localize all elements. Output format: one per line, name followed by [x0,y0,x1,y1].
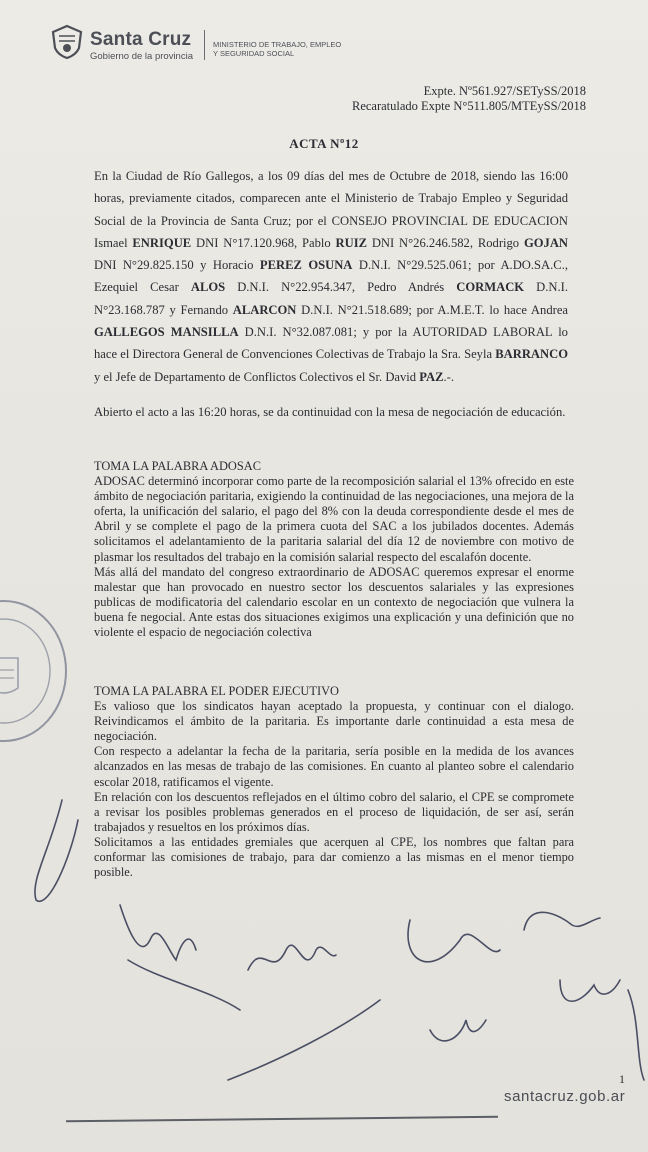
text-run: .-. [443,369,455,384]
text-run: D.N.I. N°32.087.081; y por la AUTORIDAD LABORAL lo hace el Directora General de Convenciones Colectivas de Trabajo la Sra. Seyla [94,325,568,362]
adosac-paragraph: Más allá del mandato del congreso extraordinario de ADOSAC queremos expresar el enorme malestar que han provocado en nuestro sector los descuentos salariales y las expresiones publicas de modificatoria del calendario escolar en un contexto de negociación que vulnera la buena fe negocial. Ante estas dos situaciones exigimos una explicación y una definición que no violente el espacio de negociación colectiva [94,564,574,640]
text-run: D.N.I. N°29.525.061; por A.DO.SA.C., Ezequiel Cesar [94,258,568,295]
party-name: PEREZ OSUNA [259,258,353,273]
document-title: ACTA Nº12 [289,136,359,151]
file-ref: Recaratulado Expte N°511.805/MTEySS/2018 [351,99,586,113]
executive-paragraph: Con respecto a adelantar la fecha de la paritaria, sería posible en la medida de los avances alcanzados en las mesas de trabajo de las comisiones. En cuanto al planteo sobre el calendario escolar 2018, ratificamos el vigente. [94,744,574,789]
page-number: 1 [619,1072,625,1086]
party-name: ENRIQUE [132,235,192,250]
text-run: DNI N°26.246.582, Rodrigo [367,235,524,250]
party-name: ALOS [190,280,226,295]
adosac-heading: TOMA LA PALABRA ADOSAC [94,459,261,473]
signature-stroke [408,920,500,962]
signature-stroke [120,905,196,960]
brand-block [90,30,193,62]
party-name: CORMACK [456,280,525,295]
file-references [352,84,586,114]
party-name: RUIZ [335,235,368,250]
signature-stroke [524,912,600,930]
executive-section [94,684,574,880]
signature-stroke [248,945,336,970]
santa-cruz-shield-logo [50,24,84,60]
footer-rule [66,1116,498,1123]
text-run: En la Ciudad de Río Gallegos, a los 09 días del mes de Octubre de 2018, siendo las 16:00 horas, previamente citados, comparecen ante el Ministerio de Trabajo Empleo y Seguridad Social de la Provincia de Santa Cruz; por el CONSEJO PROVINCIAL DE EDUCACION Ismael [94,169,568,250]
executive-heading: TOMA LA PALABRA EL PODER EJECUTIVO [94,684,339,698]
opening-paragraph [94,165,568,388]
signature-stroke [560,980,620,1001]
text-run: y el Jefe de Departamento de Conflictos Colectivos el Sr. David [94,369,420,384]
ministry-name [213,40,341,58]
brand-name: Santa Cruz [90,29,192,50]
party-name: GALLEGOS MANSILLA [94,325,239,340]
adosac-paragraph: ADOSAC determinó incorporar como parte de la recomposición salarial el 13% ofrecido en este ámbito de negociación paritaria, exigiendo la continuidad de las negociaciones, una mejora de la oferta, la unificación del salario, el pago del 8% con la deuda correspondiente desde el mes de Abril y se complete el pago de la primera cuota del SAC a los jubilados docentes. Además solicitamos el adelantamiento de la paritaria salarial del día 12 de noviembre con motivo de plasmar los resultados del trabajo en la comisión salarial respecto del escalafón docente. [94,474,574,564]
party-name: ALARCON [232,302,297,317]
signature-stroke [228,1000,380,1080]
file-ref: Expte. Nº561.927/SETySS/2018 [423,84,586,98]
footer-url: santacruz.gob.ar [504,1088,626,1105]
signature-stroke [128,960,240,1010]
signature-stroke [430,1020,486,1041]
executive-paragraph: Es valioso que los sindicatos hayan aceptado la propuesta, y continuar con el dialogo. Reivindicamos el ámbito de la paritaria. Es importante darle continuidad a esta mesa de negociación. [94,699,574,744]
executive-paragraph: En relación con los descuentos reflejados en el último cobro del salario, el CPE se compromete a revisar los posibles problemas generados en el proceso de liquidación, de ser así, serán trabajados y resueltos en los próximos días. [94,789,574,834]
signature-stroke [35,800,78,901]
session-open-paragraph: Abierto el acto a las 16:20 horas, se da continuidad con la mesa de negociación de educación. [94,405,566,419]
header-divider [204,30,205,60]
text-run: DNI N°29.825.150 y Horacio [94,258,260,273]
signature-stroke [628,990,644,1080]
ministry-line: Y SEGURIDAD SOCIAL [213,49,295,58]
text-run: DNI N°17.120.968, Pablo [191,235,336,250]
party-name: PAZ [419,369,444,384]
ministry-line: MINISTERIO DE TRABAJO, EMPLEO [213,40,342,49]
adosac-section [94,459,574,640]
party-name: BARRANCO [495,347,568,362]
text-run: D.N.I. N°23.168.787 y Fernando [94,280,568,317]
party-name: GOJAN [523,235,569,250]
text-run: D.N.I. N°22.954.347, Pedro Andrés [225,280,457,295]
text-run: D.N.I. N°21.518.689; por A.M.E.T. lo hace Andrea [296,302,568,317]
brand-subtitle: Gobierno de la provincia [90,51,193,62]
official-stamp [0,598,70,744]
executive-paragraph: Solicitamos a las entidades gremiales que acerquen al CPE, los nombres que faltan para conformar las comisiones de trabajo, para dar comienzo a las mismas en el menor tiempo posible. [94,834,574,880]
